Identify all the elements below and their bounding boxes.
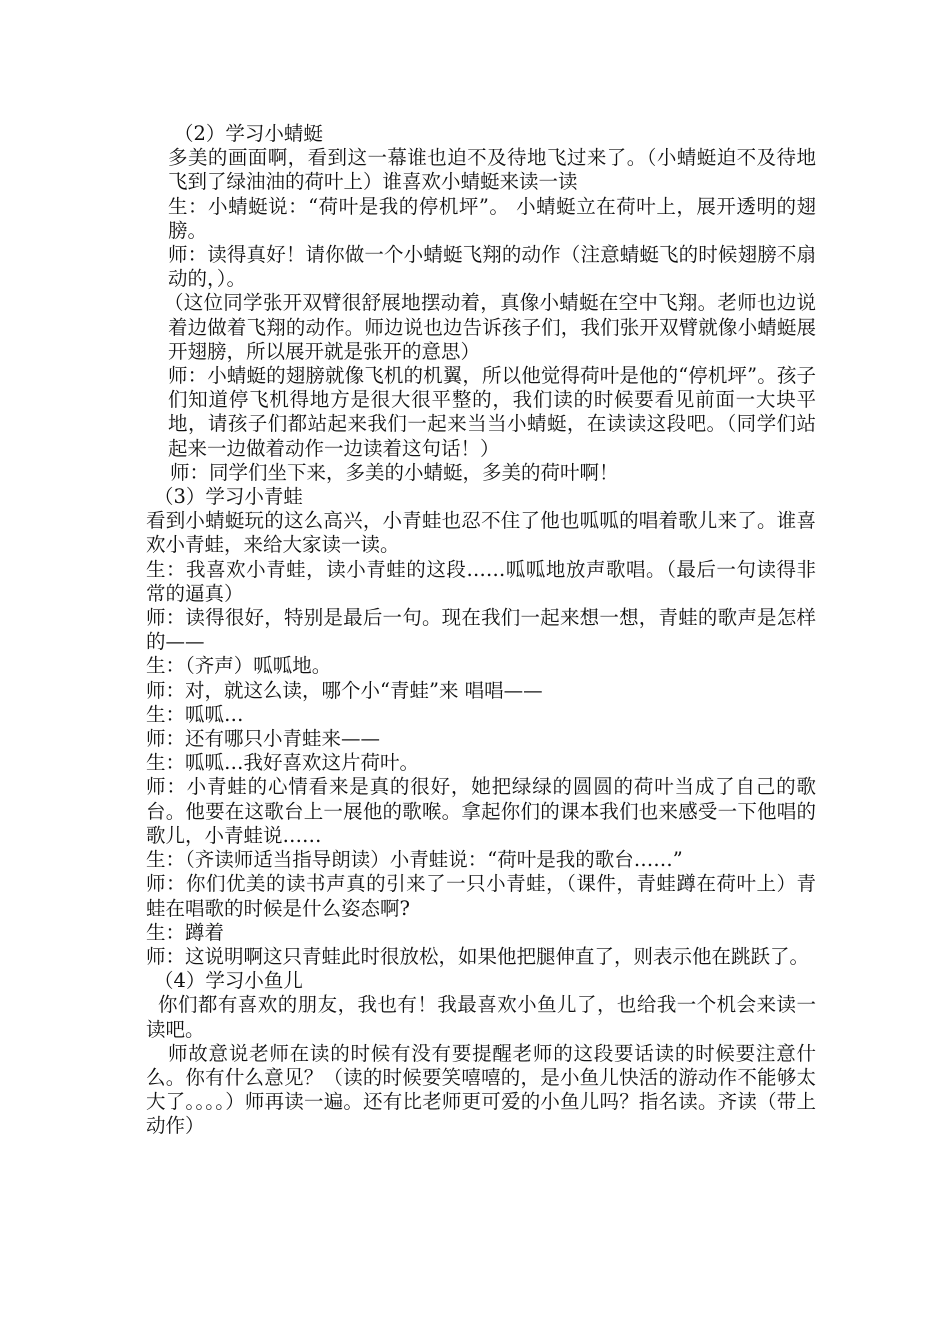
paragraph: 生：我喜欢小青蛙，读小青蛙的这段……呱呱地放声歌唱。（最后一句读得非常的逼真） bbox=[146, 557, 816, 605]
paragraph: 师：对，就这么读，哪个小“青蛙”来 唱唱—— bbox=[146, 678, 543, 702]
paragraph: 看到小蜻蜓玩的这么高兴，小青蛙也忍不住了他也呱呱的唱着歌儿来了。谁喜欢小青蛙，来给大家读一读。 bbox=[146, 509, 816, 557]
paragraph: 师：小蜻蜓的翅膀就像飞机的机翼，所以他觉得荷叶是他的“停机坪”。孩子们知道停飞机得地方是很大很平整的，我们读的时候要看见前面一大块平地，请孩子们都站起来我们一起来当当小蜻蜓，在读读这段吧。（同学们站起来一边做着动作一边读着这句话！） bbox=[168, 364, 816, 460]
section-heading-fish: （4）学习小鱼儿 bbox=[154, 969, 303, 993]
paragraph: 师：同学们坐下来，多美的小蜻蜓，多美的荷叶啊！ bbox=[170, 460, 619, 484]
paragraph: 你们都有喜欢的朋友，我也有！我最喜欢小鱼儿了，也给我一个机会来读一读吧。 bbox=[146, 993, 816, 1041]
paragraph: 生：（齐读师适当指导朗读）小青蛙说：“荷叶是我的歌台……” bbox=[146, 848, 683, 872]
paragraph: 生：蹲着 bbox=[146, 920, 225, 944]
paragraph: 生：呱呱…我好喜欢这片荷叶。 bbox=[146, 751, 420, 775]
paragraph: （这位同学张开双臂很舒展地摆动着，真像小蜻蜓在空中飞翔。老师也边说着边做着飞翔的动作。师边说也边告诉孩子们，我们张开双臂就像小蜻蜓展开翅膀，所以展开就是张开的意思） bbox=[164, 291, 816, 363]
paragraph: 师故意说老师在读的时候有没有要提醒老师的这段要话读的时候要注意什么。你有什么意见？（读的时候要笑嘻嘻的，是小鱼儿快活的游动作不能够太大了。。。。）师再读一遍。还有比老师更可爱的小鱼儿吗？指名读。齐读（带上动作） bbox=[146, 1041, 816, 1138]
paragraph: 师：读得很好，特别是最后一句。现在我们一起来想一想，青蛙的歌声是怎样的—— bbox=[146, 606, 816, 654]
paragraph: 生：呱呱… bbox=[146, 702, 244, 726]
paragraph: 多美的画面啊，看到这一幕谁也迫不及待地飞过来了。（小蜻蜓迫不及待地飞到了绿油油的荷叶上）谁喜欢小蜻蜓来读一读 bbox=[168, 146, 816, 194]
section-heading-frog: （3）学习小青蛙 bbox=[154, 485, 303, 509]
paragraph: 师：读得真好！请你做一个小蜻蜓飞翔的动作（注意蜻蜓飞的时候翅膀不扇动的，）。 bbox=[168, 243, 816, 291]
paragraph: 生：小蜻蜓说：“荷叶是我的停机坪”。 小蜻蜓立在荷叶上，展开透明的翅膀。 bbox=[168, 194, 816, 242]
paragraph: 师：小青蛙的心情看来是真的很好，她把绿绿的圆圆的荷叶当成了自己的歌台。他要在这歌台上一展他的歌喉。拿起你们的课本我们也来感受一下他唱的歌儿，小青蛙说…… bbox=[146, 775, 816, 847]
section-heading-dragonfly: （2）学习小蜻蜓 bbox=[174, 122, 323, 145]
paragraph: 师：还有哪只小青蛙来—— bbox=[146, 727, 381, 751]
document-body bbox=[146, 122, 816, 1139]
paragraph: 师：这说明啊这只青蛙此时很放松，如果他把腿伸直了，则表示他在跳跃了。 bbox=[146, 944, 810, 968]
paragraph: 生：（齐声）呱呱地。 bbox=[146, 654, 332, 678]
paragraph: 师：你们优美的读书声真的引来了一只小青蛙，（课件，青蛙蹲在荷叶上）青蛙在唱歌的时候是什么姿态啊? bbox=[146, 872, 816, 920]
